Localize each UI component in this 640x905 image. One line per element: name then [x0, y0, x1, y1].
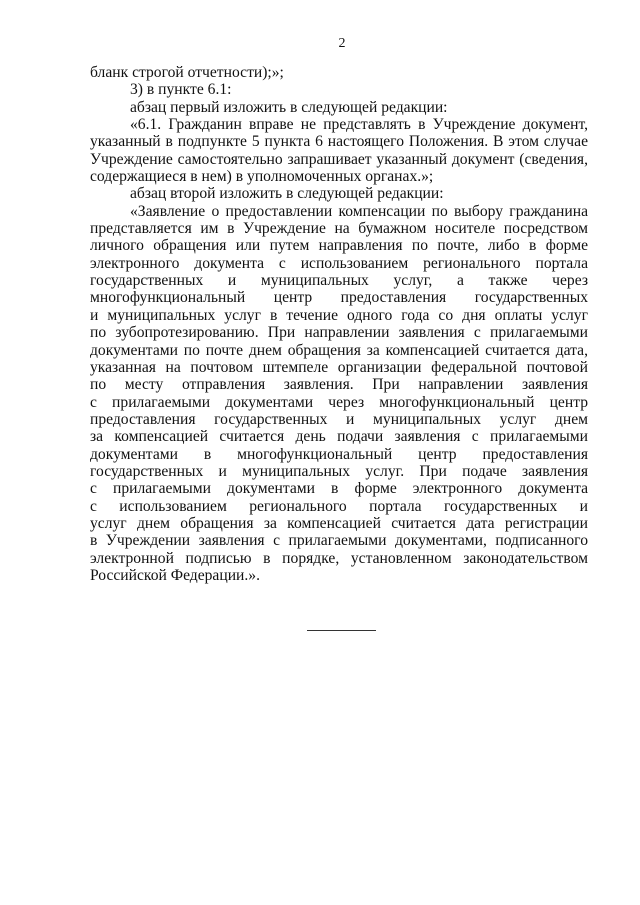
- text-line: указанная на почтовом штемпеле организации федеральной почтовой: [90, 358, 588, 376]
- text-line: услуг днем обращения за компенсацией считается дата регистрации: [90, 514, 588, 532]
- text-line: с прилагаемыми документами через многофункциональный центр: [90, 393, 588, 411]
- text-line: за компенсацией считается день подачи заявления с прилагаемыми: [90, 428, 588, 446]
- document-body: [90, 64, 588, 584]
- text-line: Российской Федерации.».: [90, 566, 260, 584]
- text-line: Учреждение самостоятельно запрашивает указанный документ (сведения,: [90, 150, 588, 168]
- page-number: 2: [338, 36, 346, 51]
- text-line: по месту отправления заявления. При направлении заявления: [90, 376, 588, 394]
- text-line: представляется им в Учреждение на бумажном носителе посредством: [90, 220, 588, 238]
- text-line: в Учреждении заявления с прилагаемыми документами, подписанного: [90, 532, 588, 550]
- text-line: государственных и муниципальных услуг, а также через: [90, 272, 588, 290]
- text-line: абзац второй изложить в следующей редакции:: [130, 185, 444, 203]
- end-separator-line: [307, 630, 376, 631]
- text-line: по зубопротезированию. При направлении заявления с прилагаемыми: [90, 324, 588, 342]
- text-line: бланк строгой отчетности);»;: [90, 64, 284, 81]
- text-line: электронного документа с использованием регионального портала: [90, 254, 588, 272]
- text-line: абзац первый изложить в следующей редакции:: [130, 98, 448, 116]
- text-line: государственных и муниципальных услуг. При подаче заявления: [90, 462, 588, 480]
- text-line: и муниципальных услуг в течение одного года со дня оплаты услуг: [90, 306, 588, 324]
- text-line: указанный в подпункте 5 пункта 6 настоящего Положения. В этом случае: [90, 133, 588, 151]
- text-line: с прилагаемыми документами в форме электронного документа: [90, 480, 588, 498]
- text-line: документами в многофункциональный центр предоставления: [90, 445, 588, 463]
- text-line: предоставления государственных и муниципальных услуг днем: [90, 410, 588, 428]
- text-line: документами по почте днем обращения за компенсацией считается дата,: [90, 341, 588, 359]
- text-line: электронной подписью в порядке, установленном законодательством: [90, 549, 588, 567]
- text-line: содержащиеся в нем) в уполномоченных органах.»;: [90, 168, 434, 186]
- text-line: «Заявление о предоставлении компенсации по выбору гражданина: [130, 202, 588, 220]
- text-line: личного обращения или путем направления по почте, либо в форме: [90, 237, 588, 255]
- text-line: 3) в пункте 6.1:: [130, 81, 232, 99]
- text-line: с использованием регионального портала государственных и: [90, 497, 588, 515]
- text-line: «6.1. Гражданин вправе не представлять в Учреждение документ,: [130, 116, 588, 134]
- text-line: многофункциональный центр предоставления государственных: [90, 289, 588, 307]
